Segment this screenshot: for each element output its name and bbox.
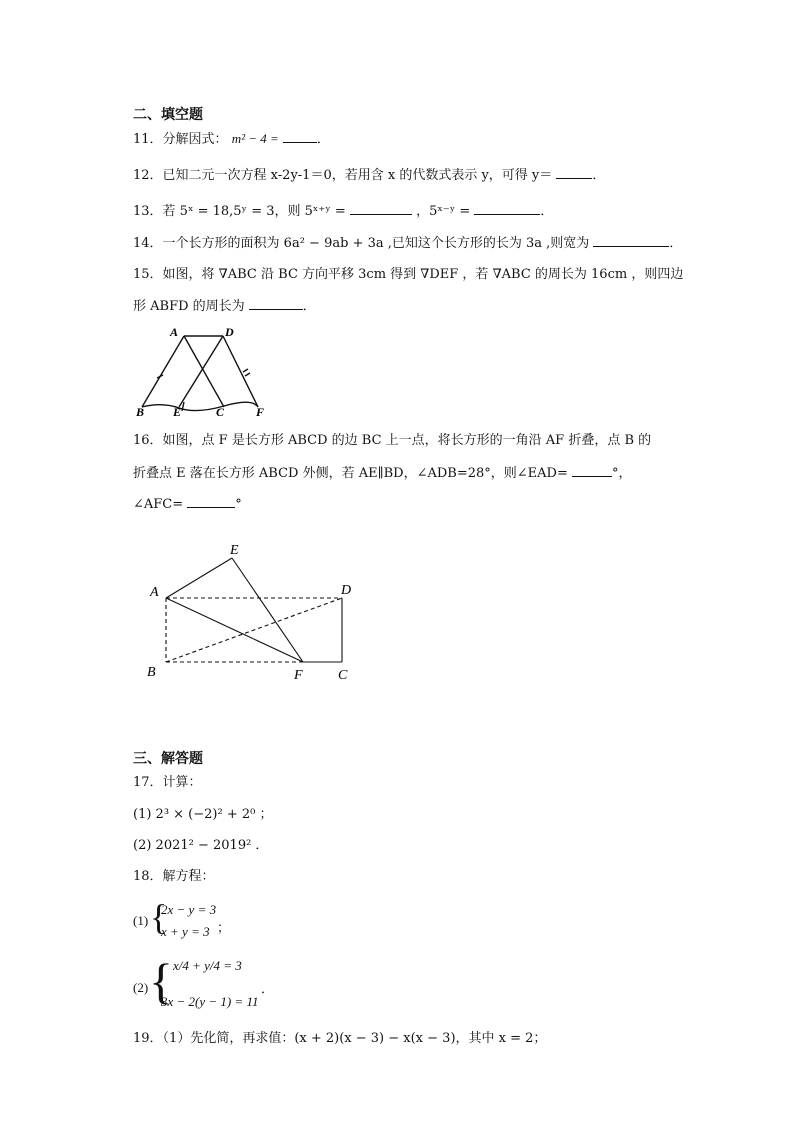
question-14 [133, 234, 682, 253]
q15-label-b: B [136, 405, 145, 418]
q18-p1-eq2: x + y = 3 [161, 924, 210, 939]
q16-line2-tail: °， [611, 466, 632, 481]
q15-segment-ac [184, 336, 224, 407]
q15-line2-text: 形 ABFD 的周长为 [133, 299, 245, 314]
q18-p2-tail: ． [261, 981, 275, 996]
q18-p2-eq1: x/4 + y/4 = 3 [173, 958, 242, 973]
q15-answer-blank[interactable] [249, 297, 303, 310]
q16-line3-tail: ° [235, 497, 242, 512]
q15-segment-ab [142, 336, 184, 407]
q16-label-d: D [341, 583, 352, 598]
q14-tail: ． [669, 236, 683, 251]
question-17: 17．计算： [133, 775, 202, 790]
question-16-line-1: 16．如图，点 F 是长方形 ABCD 的边 BC 上一点，将长方形的一角沿 AF 折叠，点 B 的 [133, 433, 652, 448]
q15-label-c: C [216, 405, 225, 418]
q16-segment-af [166, 598, 303, 662]
question-12 [133, 166, 605, 185]
q15-label-f: F [256, 405, 265, 418]
question-19: 19．（1）先化简，再求值：(x + 2)(x − 3) − x(x − 3)，其中 x = 2； [133, 1031, 547, 1046]
q18-p2-label: (2) [133, 980, 149, 995]
q15-label-e: E [173, 405, 182, 418]
q18-p2-eq2: 3x − 2(y − 1) = 11 [161, 994, 259, 1009]
question-16-line-3 [133, 495, 242, 514]
question-17-part-1: (1) 2³ × (−2)² + 2⁰ ； [133, 807, 273, 822]
q16-label-e: E [230, 543, 239, 558]
q15-translation-figure [132, 322, 272, 418]
q15-tick-df-1 [243, 369, 248, 372]
q13-answer-blank-1[interactable] [350, 202, 412, 215]
q13-text: 13．若 5ˣ = 18,5ʸ = 3，则 5ˣ⁺ʸ = [133, 204, 346, 219]
q16-answer-blank-1[interactable] [572, 464, 612, 477]
q11-answer-blank[interactable] [283, 130, 317, 143]
q16-line3-text: ∠AFC= [133, 497, 184, 512]
q15-segment-de [179, 336, 223, 407]
question-15-line-2 [133, 297, 316, 316]
q12-tail: ． [592, 168, 606, 183]
q16-segment-ae [166, 558, 232, 598]
question-18-part-2 [133, 953, 293, 1014]
q14-text: 14．一个长方形的面积为 6a² − 9ab + 3a ,已知这个长方形的长为 3a ,则宽为 [133, 236, 590, 251]
q13-answer-blank-2[interactable] [474, 202, 540, 215]
q18-p1-eq1: 2x − y = 3 [161, 902, 217, 917]
q15-label-a: A [170, 325, 179, 339]
question-16-line-2 [133, 464, 632, 483]
q11-expr: m² − 4 = [231, 131, 279, 146]
q18-p2-brace: { [149, 953, 173, 1009]
q16-label-b: B [147, 665, 156, 680]
q15-segment-bf [142, 402, 258, 410]
question-11 [133, 130, 330, 149]
q11-text: 11．分解因式： [133, 132, 228, 147]
q16-line2-text: 折叠点 E 落在长方形 ABCD 外侧，若 AE∥BD，∠ADB=28°，则∠EAD= [133, 466, 568, 481]
q16-answer-blank-2[interactable] [187, 495, 235, 508]
q11-tail: ． [316, 132, 330, 147]
section-title-fill-in: 二、填空题 [133, 107, 203, 123]
q18-p1-brace: { [150, 897, 168, 937]
q13-tail: ． [540, 204, 554, 219]
q12-text: 12．已知二元一次方程 x-2y-1＝0，若用含 x 的代数式表示 y，可得 y＝ [133, 168, 553, 183]
q12-answer-blank[interactable] [556, 166, 592, 179]
q15-segment-df [223, 336, 258, 407]
q16-folding-figure [140, 538, 370, 686]
q15-tick-df-2 [245, 373, 250, 376]
question-17-part-2: (2) 2021² − 2019² ． [133, 838, 269, 853]
q15-label-d: D [225, 325, 234, 339]
q15-tail: ． [302, 299, 316, 314]
question-13 [133, 202, 553, 221]
section-title-answer: 三、解答题 [133, 751, 203, 767]
q18-p1-label: (1) [133, 913, 149, 928]
q13-mid: ，5ˣ⁻ʸ = [416, 204, 471, 219]
q14-answer-blank[interactable] [593, 234, 669, 247]
q16-segment-ef [232, 558, 303, 662]
q18-p1-tail: ； [217, 920, 231, 935]
q16-label-a: A [150, 585, 159, 600]
q16-label-f: F [294, 668, 303, 683]
q16-segment-bd [166, 598, 342, 662]
question-18-part-1 [133, 897, 253, 944]
q16-label-c: C [338, 668, 348, 683]
question-15-line-1: 15．如图，将 ∇ABC 沿 BC 方向平移 3cm 得到 ∇DEF ，若 ∇ABC 的周长为 16cm ，则四边 [133, 267, 684, 282]
question-18: 18．解方程： [133, 869, 215, 884]
